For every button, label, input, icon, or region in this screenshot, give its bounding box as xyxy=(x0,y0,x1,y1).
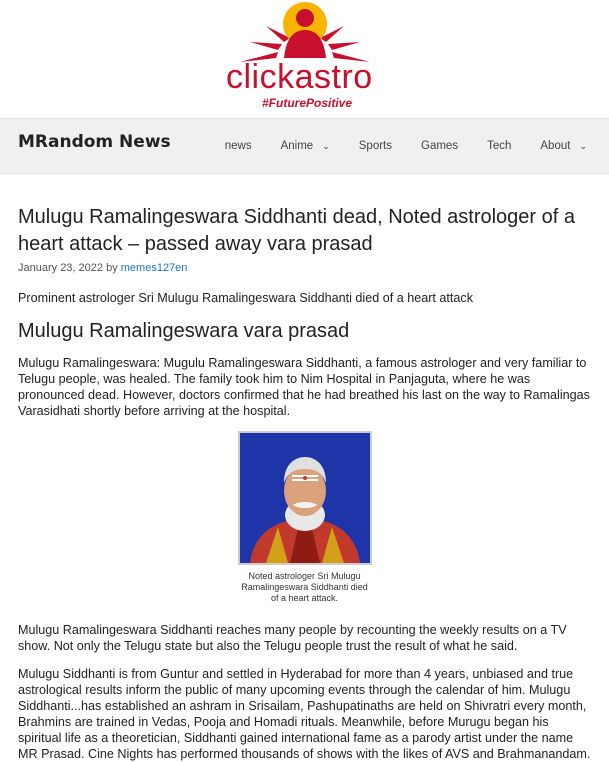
menu-item-label: About xyxy=(540,140,571,152)
article-figure xyxy=(238,431,372,604)
image-caption: Noted astrologer Sri Mulugu Ramalingeswara Siddhanti died of a heart attack. xyxy=(241,571,368,603)
menu-item-label: Tech xyxy=(487,140,512,152)
menu-item-tech[interactable] xyxy=(487,140,511,152)
chevron-down-icon: ⌄ xyxy=(579,141,587,151)
author-link[interactable]: memes127en xyxy=(120,262,188,274)
article-paragraph: Mulugu Siddhanti is from Guntur and settled in Hyderabad for more than 4 years, unbiased and true astrological results inform the public of many upcoming events through the calendar of him. Mulugu Siddhanti...has established an ashram in Srisailam, Pashupatinaths are held on Shivratri every month, Brahmins are trained in Vedas, Pooja and Homadi rituals. Meanwhile, before Murugu began his spiritual life as a theoretician, Siddhanti gained international fame as a parody artist under the name MR Prasad. Cine Nights has performed thousands of shows with the likes of AVS and Brahmanandam. xyxy=(18,667,591,761)
ad-brand-word: clickastro xyxy=(226,58,373,96)
menu-item-label: Games xyxy=(421,140,459,152)
article-subheading: Mulugu Ramalingeswara vara prasad xyxy=(18,320,350,342)
ad-tagline: #FuturePositive xyxy=(262,96,353,110)
advertisement-banner[interactable] xyxy=(0,0,609,118)
menu-item-label: Anime xyxy=(280,140,314,152)
main-menu xyxy=(196,119,587,173)
menu-item-about[interactable] xyxy=(540,140,587,152)
article-paragraph: Mulugu Ramalingeswara Siddhanti reaches many people by recounting the weekly results on a TV show. Not only the Telugu state but also the Telugu people trust the result of what he said. xyxy=(18,623,567,653)
menu-item-games[interactable] xyxy=(421,140,458,152)
article-paragraph: Mulugu Ramalingeswara: Mugulu Ramalingeswara Siddhanti, a famous astrologer and very familiar to Telugu people, was healed. The family took him to Nim Hospital in Panjaguta, where he was pronounced dead. However, doctors confirmed that he had breathed his last on the way to Ramalingas Varasidhati shortly before arriving at the hospital. xyxy=(18,356,590,418)
astrologer-photo[interactable] xyxy=(238,431,372,565)
menu-item-anime[interactable] xyxy=(281,140,330,152)
chevron-down-icon: ⌄ xyxy=(322,141,330,151)
byline-prefix: by xyxy=(106,262,118,274)
site-title-link[interactable]: MRandom News xyxy=(18,132,171,152)
article xyxy=(0,204,609,762)
menu-item-sports[interactable] xyxy=(359,140,392,152)
menu-item-label: news xyxy=(224,140,252,152)
site-header xyxy=(0,118,609,174)
menu-item-label: Sports xyxy=(358,140,393,152)
portrait-image-icon xyxy=(240,433,370,563)
article-title: Mulugu Ramalingeswara Siddhanti dead, Noted astrologer of a heart attack – passed away vara prasad xyxy=(18,206,576,255)
article-intro: Prominent astrologer Sri Mulugu Ramalingeswara Siddhanti died of a heart attack xyxy=(18,291,474,305)
post-date[interactable]: January 23, 2022 xyxy=(18,262,104,274)
article-meta xyxy=(18,262,591,274)
menu-item-news[interactable] xyxy=(225,140,252,152)
